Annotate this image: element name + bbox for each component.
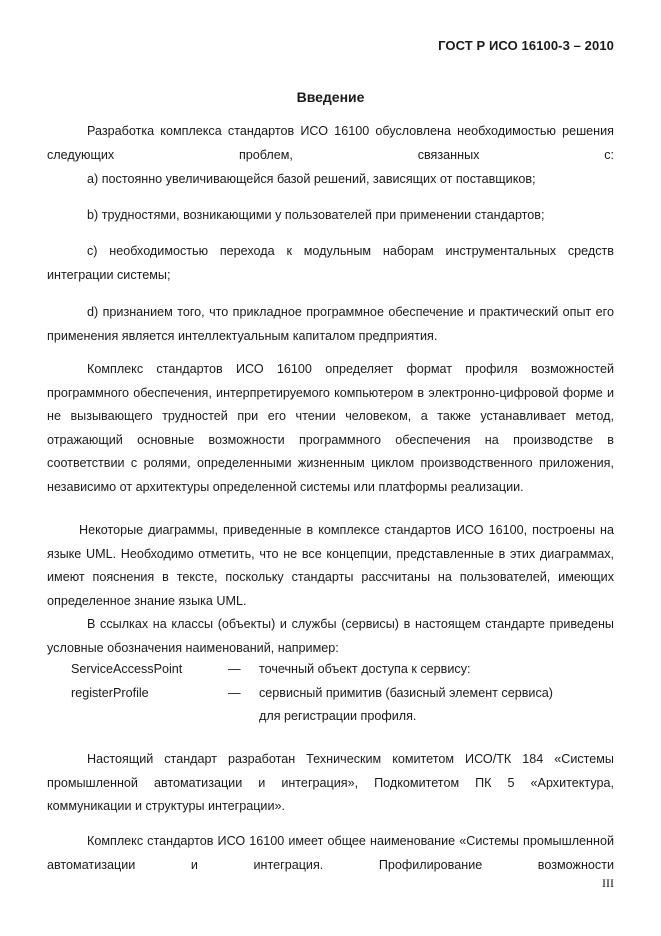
definition-dash: —	[228, 662, 241, 676]
intro-paragraph: Разработка комплекса стандартов ИСО 16100 обусловлена необходимостью решения следующих проблем, связанных с:	[47, 124, 614, 162]
definition-term: registerProfile	[71, 686, 149, 700]
definition-row	[71, 682, 631, 705]
general-title-paragraph: Комплекс стандартов ИСО 16100 имеет общее наименование «Системы промышленной автоматизации и интеграция. Профилирование возможности	[47, 834, 614, 872]
list-item-a: a) постоянно увеличивающейся базой решений, зависящих от поставщиков;	[87, 172, 536, 186]
definition-row	[71, 658, 631, 681]
section-title: Введение	[296, 89, 365, 105]
definition-dash: —	[228, 686, 241, 700]
definition-row-continuation	[71, 705, 631, 728]
definition-text-continued: для регистрации профиля.	[259, 709, 417, 723]
definition-text: точечный объект доступа к сервису:	[259, 662, 471, 676]
definition-term: ServiceAccessPoint	[71, 662, 183, 676]
definition-text: сервисный примитив (базисный элемент сервиса)	[259, 686, 553, 700]
committee-paragraph: Настоящий стандарт разработан Техническим комитетом ИСО/ТК 184 «Системы промышленной автоматизации и интеграция», Подкомитетом ПК 5 «Архитектура, коммуникации и структуры интеграции».	[47, 752, 614, 813]
list-item-d: d) признанием того, что прикладное программное обеспечение и практический опыт его применения является интеллектуальным капиталом предприятия.	[47, 305, 614, 343]
list-item-b: b) трудностями, возникающими у пользователей при применении стандартов;	[87, 208, 545, 222]
scope-paragraph: Комплекс стандартов ИСО 16100 определяет формат профиля возможностей программного обеспечения, интерпретируемого компьютером в электронно-цифровой форме и не вызывающего трудностей при его чтении человеком, а также устанавливает метод, отражающий основные возможности программного обеспечения на производстве в соответствии с ролями, определенными жизненным циклом производственного приложения, независимо от архитектуры определенной системы или платформы реализации.	[47, 362, 614, 494]
document-id-header: ГОСТ Р ИСО 16100-3 – 2010	[438, 38, 614, 53]
naming-paragraph: В ссылках на классы (объекты) и службы (сервисы) в настоящем стандарте приведены условные обозначения наименований, например:	[47, 617, 614, 655]
uml-paragraph: Некоторые диаграммы, приведенные в комплексе стандартов ИСО 16100, построены на языке UML. Необходимо отметить, что не все концепции, представленные в этих диаграммах, имеют пояснения в тексте, поскольку стандарты рассчитаны на пользователей, имеющих определенное знание языка UML.	[47, 523, 614, 608]
list-item-c: c) необходимостью перехода к модульным наборам инструментальных средств интеграции системы;	[47, 244, 614, 282]
page-number: III	[602, 876, 614, 890]
